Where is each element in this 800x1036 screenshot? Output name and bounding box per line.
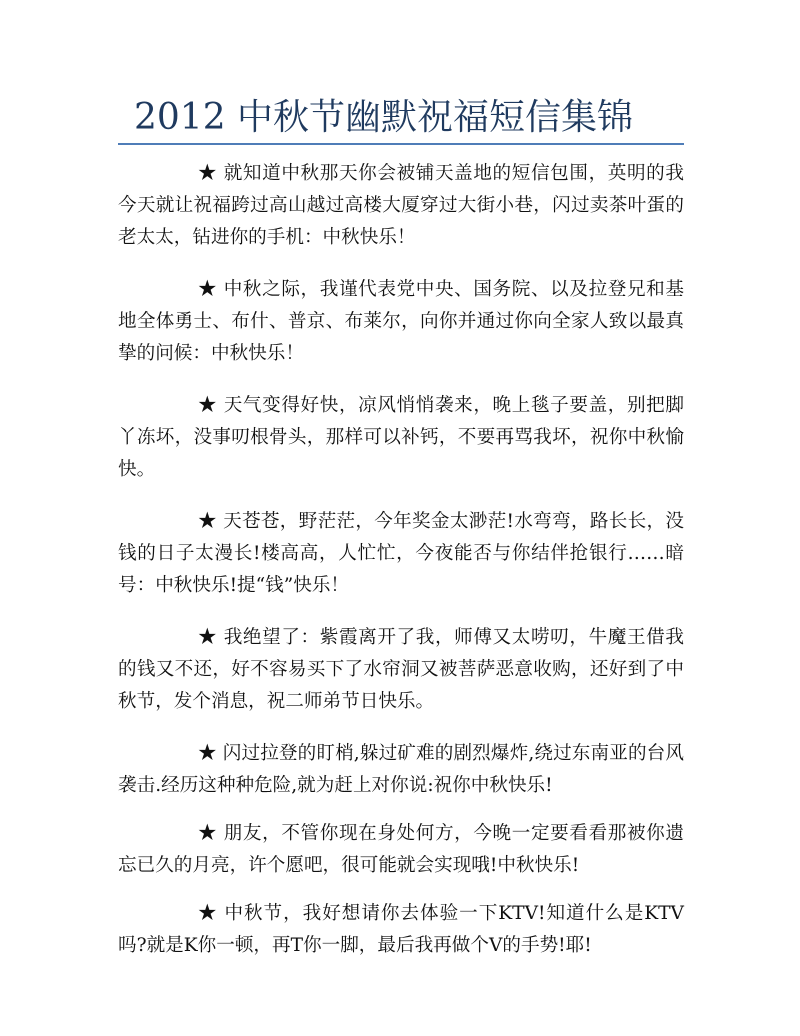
star-icon: ★ — [198, 627, 218, 648]
star-icon: ★ — [198, 743, 217, 764]
paragraph-8 — [118, 898, 684, 962]
document-body — [118, 158, 684, 978]
paragraph-text: 朋友，不管你现在身处何方，今晚一定要看看那被你遗忘已久的月亮，许个愿吧，很可能就会实现哦!中秋快乐! — [118, 823, 684, 876]
star-icon: ★ — [198, 163, 218, 184]
paragraph-7 — [118, 818, 684, 882]
paragraph-text: 就知道中秋那天你会被铺天盖地的短信包围，英明的我今天就让祝福跨过高山越过高楼大厦穿过大街小巷，闪过卖茶叶蛋的老太太，钻进你的手机：中秋快乐！ — [118, 163, 684, 248]
paragraph-6 — [118, 738, 684, 802]
document-title: 2012 中秋节幽默祝福短信集锦 — [134, 97, 634, 138]
paragraph-3 — [118, 390, 684, 486]
star-icon: ★ — [198, 903, 218, 924]
paragraph-5 — [118, 622, 684, 718]
paragraph-text: 中秋节，我好想请你去体验一下KTV!知道什么是KTV吗?就是K你一顿，再T你一脚，最后我再做个V的手势!耶! — [118, 903, 684, 956]
paragraph-text: 我绝望了：紫霞离开了我，师傅又太唠叨，牛魔王借我的钱又不还，好不容易买下了水帘洞又被菩萨恶意收购，还好到了中秋节，发个消息，祝二师弟节日快乐。 — [118, 627, 684, 712]
paragraph-text: 天气变得好快，凉风悄悄袭来，晚上毯子要盖，别把脚丫冻坏，没事叨根骨头，那样可以补钙，不要再骂我坏，祝你中秋愉快。 — [118, 395, 684, 480]
title-underline — [118, 143, 684, 145]
star-icon: ★ — [198, 823, 218, 844]
paragraph-1 — [118, 158, 684, 254]
paragraph-2 — [118, 274, 684, 370]
paragraph-text: 中秋之际，我谨代表党中央、国务院、以及拉登兄和基地全体勇士、布什、普京、布莱尔，向你并通过你向全家人致以最真挚的问候：中秋快乐！ — [118, 279, 684, 364]
star-icon: ★ — [198, 395, 218, 416]
paragraph-4 — [118, 506, 684, 602]
star-icon: ★ — [198, 279, 218, 300]
paragraph-text: 天苍苍，野茫茫，今年奖金太渺茫!水弯弯，路长长，没钱的日子太漫长!楼高高，人忙忙，今夜能否与你结伴抢银行……暗号：中秋快乐!提“钱”快乐！ — [118, 511, 684, 596]
paragraph-text: 闪过拉登的盯梢,躲过矿难的剧烈爆炸,绕过东南亚的台风袭击.经历这种种危险,就为赶上对你说:祝你中秋快乐! — [118, 743, 684, 796]
star-icon: ★ — [198, 511, 217, 532]
